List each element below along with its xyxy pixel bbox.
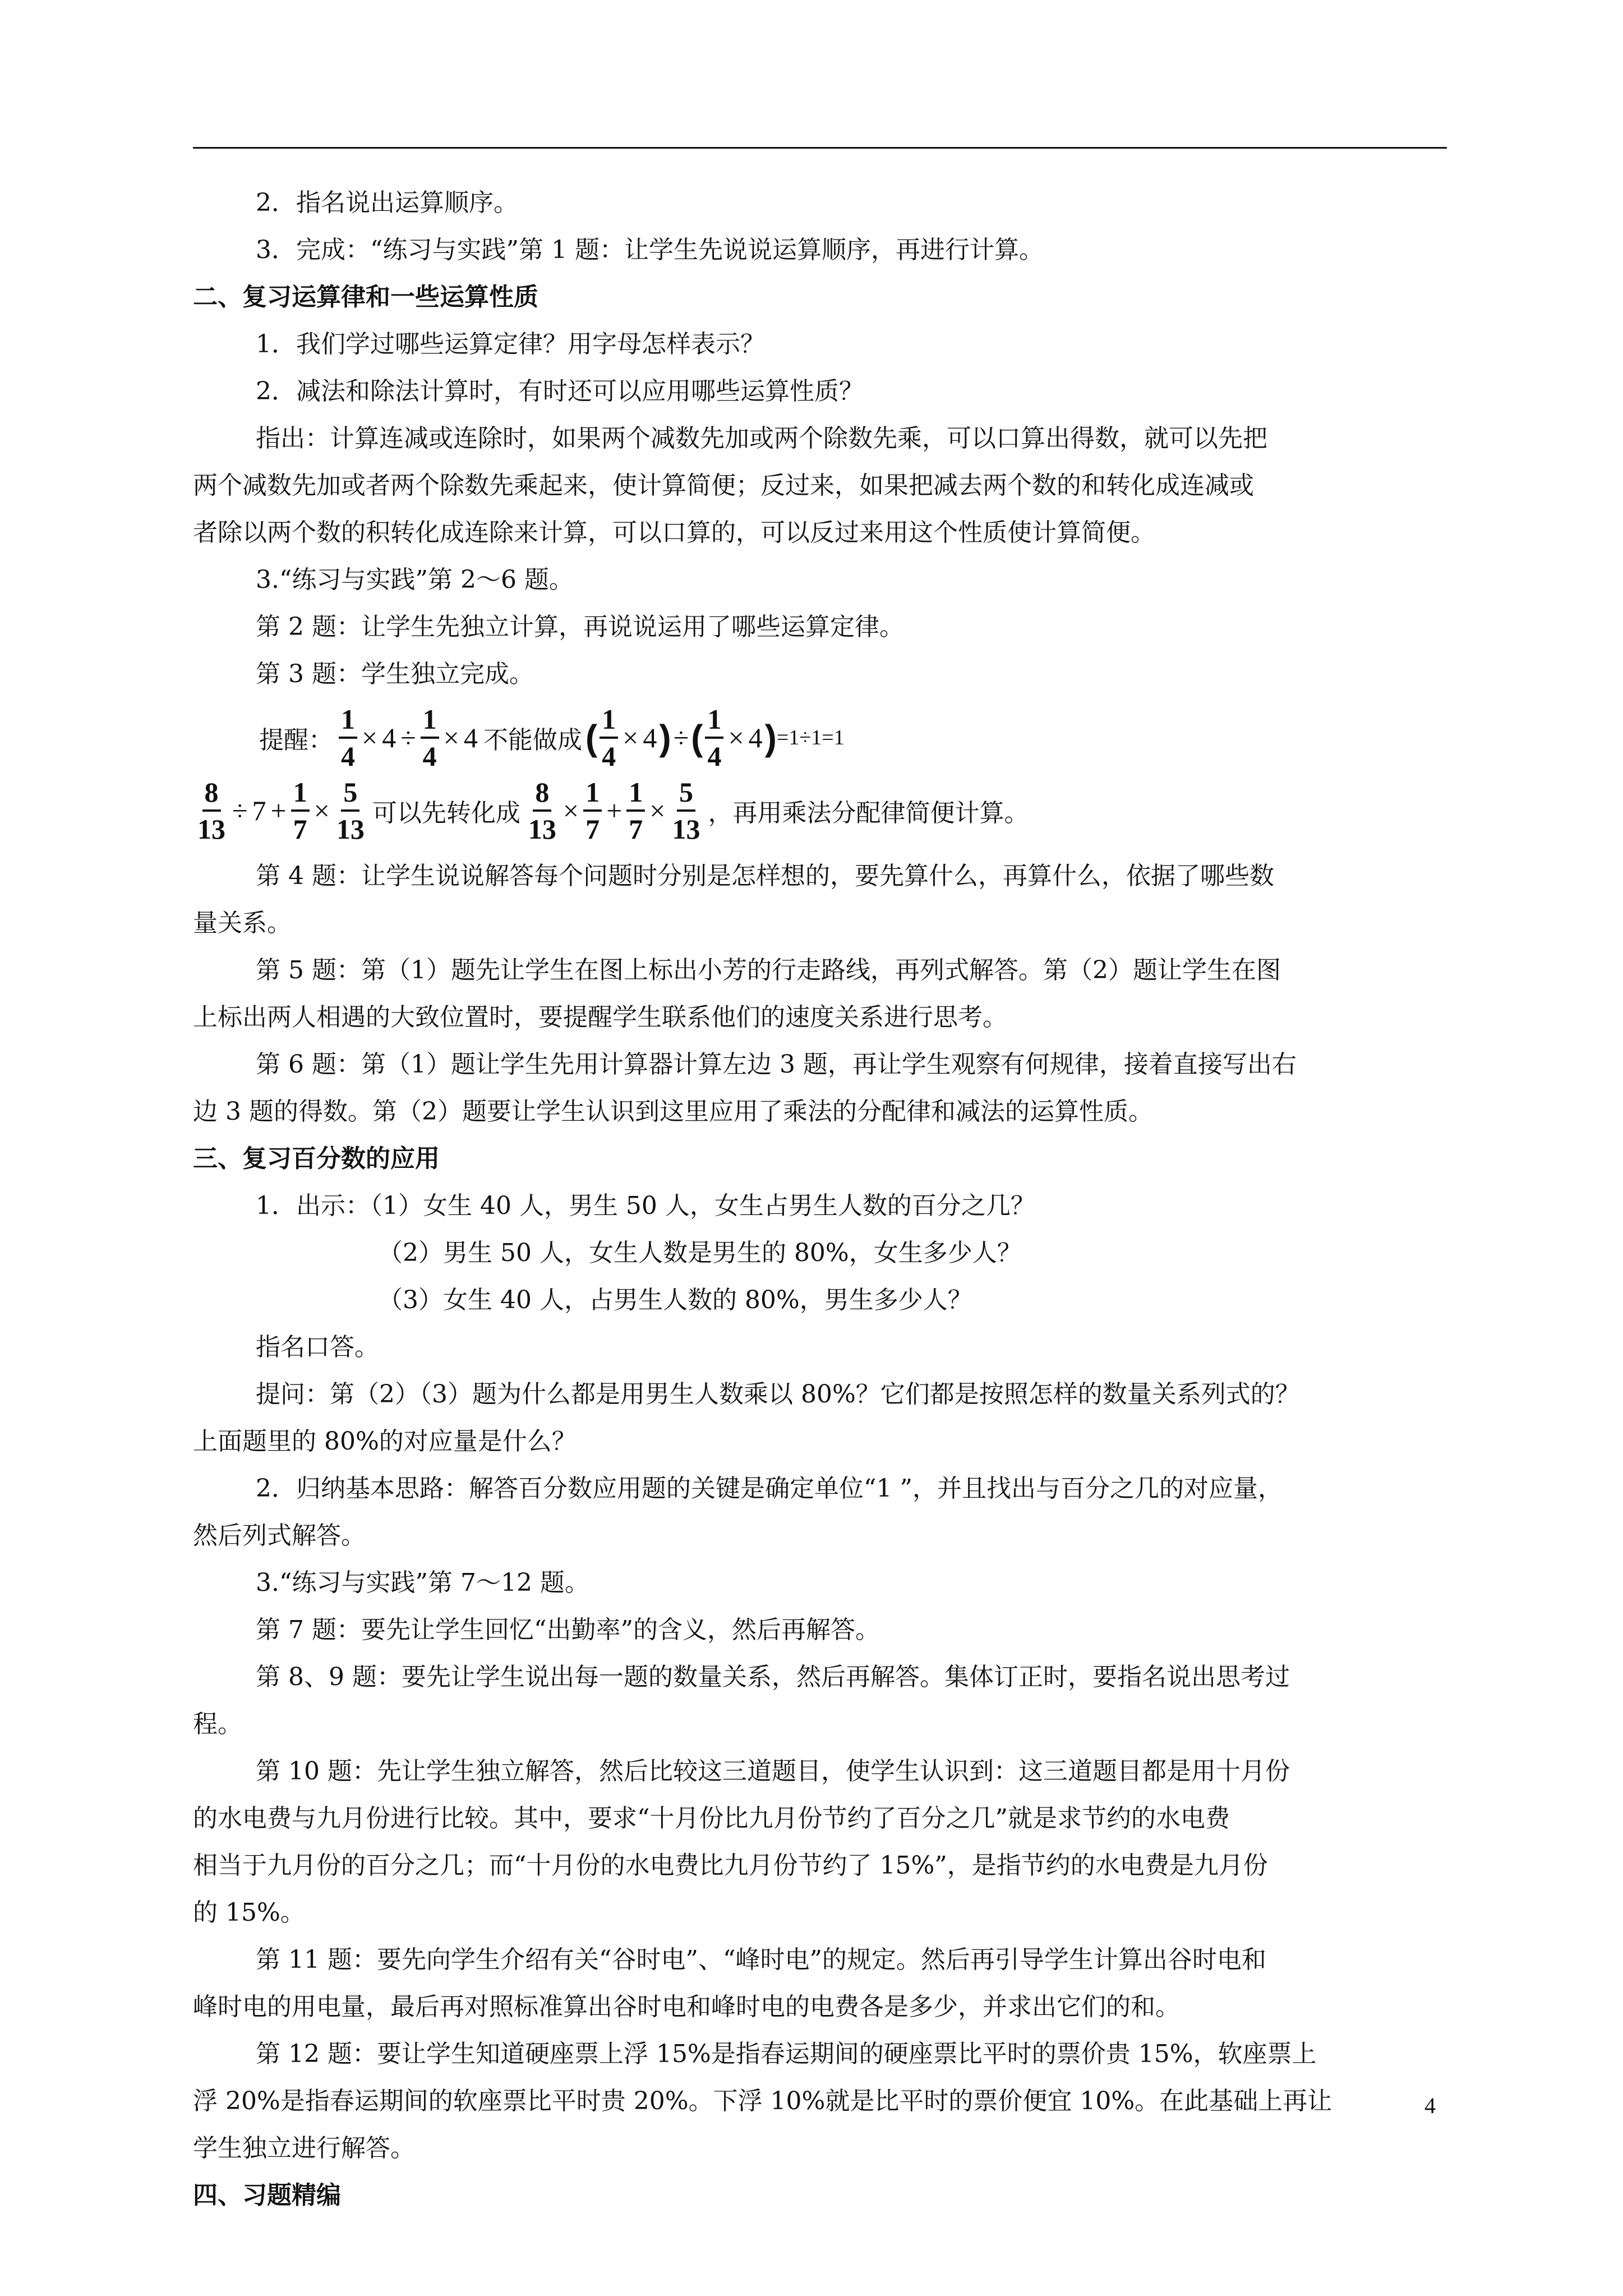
- fraction: $\frac{1}{4}$: [339, 704, 357, 771]
- paragraph: 第 10 题：先让学生独立解答，然后比较这三道题目，使学生认识到：这三道题目都是用十月份: [256, 1757, 1290, 1786]
- math-expression-convert: $\frac{8}{13}$ ÷ 7 + $\frac{1}{7}$ × $\frac{5}{13}$ 可以先转化成 $\frac{8}{13}$ × $\frac{1}{7}$ + $\frac{1}{7}$ × $\frac{5}{13}$ ，再用乘法分配律简便计算。: [193, 774, 1447, 847]
- paragraph: 第 2 题：让学生先独立计算，再说说运用了哪些运算定律。: [256, 613, 904, 641]
- page-number: 4: [1424, 2093, 1436, 2118]
- paragraph: 3．完成：“练习与实践”第 1 题：让学生先说说运算顺序，再进行计算。: [256, 236, 1044, 264]
- paragraph: 量关系。: [193, 909, 292, 937]
- paragraph: 第 3 题：学生独立完成。: [256, 660, 534, 688]
- paragraph: 1．出示：（1）女生 40 人，男生 50 人，女生占男生人数的百分之几？: [256, 1191, 1035, 1220]
- paragraph: 3.“练习与实践”第 2～6 题。: [256, 565, 574, 594]
- section-heading: 四、习题精编: [193, 2181, 341, 2210]
- fraction: $\frac{1}{7}$: [291, 777, 310, 844]
- paragraph: 的水电费与九月份进行比较。其中，要求“十月份比九月份节约了百分之几”就是求节约的水电费: [193, 1804, 1230, 1833]
- paragraph: 者除以两个数的积转化成连除来计算，可以口算的，可以反过来用这个性质使计算简便。: [193, 518, 1155, 547]
- paragraph: 浮 20%是指春运期间的软座票比平时贵 20%。下浮 10%就是比平时的票价便宜 10%。在此基础上再让: [193, 2087, 1332, 2115]
- paragraph: 上标出两人相遇的大致位置时，要提醒学生联系他们的速度关系进行思考。: [193, 1003, 1007, 1032]
- paragraph: 程。: [193, 1710, 242, 1738]
- fraction: $\frac{1}{4}$: [600, 704, 618, 771]
- document-body: [193, 180, 1447, 2219]
- paragraph: 峰时电的用电量，最后再对照标准算出谷时电和峰时电的电费各是多少，并求出它们的和。: [193, 1993, 1180, 2021]
- fraction: $\frac{1}{4}$: [421, 704, 439, 771]
- paragraph: 第 6 题：第（1）题让学生先用计算器计算左边 3 题，再让学生观察有何规律，接着直接写出右: [256, 1050, 1297, 1079]
- fraction: $\frac{8}{13}$: [528, 776, 556, 845]
- paragraph: 第 4 题：让学生说说解答每个问题时分别是怎样想的，要先算什么，再算什么，依据了哪些数: [256, 862, 1274, 890]
- fraction: $\frac{1}{7}$: [626, 777, 645, 844]
- paragraph: （3）女生 40 人，占男生人数的 80%，男生多少人？: [378, 1286, 972, 1314]
- paragraph: 2．减法和除法计算时，有时还可以应用哪些运算性质？: [256, 377, 864, 406]
- fraction: $\frac{1}{4}$: [705, 704, 723, 771]
- fraction: $\frac{1}{7}$: [583, 777, 602, 844]
- math-expression-tip: 提醒： $\frac{1}{4}$ × 4 ÷ $\frac{1}{4}$ × 4 不能做成 ( $\frac{1}{4}$ × 4 ) ÷ ( $\frac{1}{4}$ × 4 ) =1÷1=1: [259, 703, 845, 772]
- section-heading: 二、复习运算律和一些运算性质: [193, 283, 538, 311]
- paragraph: 第 11 题：要先向学生介绍有关“谷时电”、“峰时电”的规定。然后再引导学生计算出谷时电和: [256, 1945, 1266, 1974]
- paragraph: 提问：第（2）（3）题为什么都是用男生人数乘以 80%？它们都是按照怎样的数量关系列式的？: [256, 1380, 1300, 1409]
- paragraph: 相当于九月份的百分之几；而“十月份的水电费比九月份节约了 15%”，是指节约的水电费是九月份: [193, 1851, 1268, 1880]
- tip-label: 提醒：: [259, 726, 333, 754]
- fraction: $\frac{8}{13}$: [197, 776, 225, 845]
- paragraph: 第 7 题：要先让学生回忆“出勤率”的含义，然后再解答。: [256, 1616, 880, 1644]
- fraction: $\frac{5}{13}$: [672, 776, 700, 845]
- paragraph: 的 15%。: [193, 1898, 305, 1927]
- fraction: $\frac{5}{13}$: [336, 776, 365, 845]
- paragraph: 第 12 题：要让学生知道硬座票上浮 15%是指春运期间的硬座票比平时的票价贵 15%，软座票上: [256, 2040, 1317, 2068]
- paragraph: 然后列式解答。: [193, 1521, 366, 1550]
- paragraph: 第 5 题：第（1）题先让学生在图上标出小芳的行走路线，再列式解答。第（2）题让学生在图: [256, 956, 1281, 984]
- paragraph: 上面题里的 80%的对应量是什么？: [193, 1427, 577, 1456]
- header-rule: [193, 147, 1447, 149]
- paragraph: 学生独立进行解答。: [193, 2134, 415, 2162]
- paragraph: 2．归纳基本思路：解答百分数应用题的关键是确定单位“1 ”，并且找出与百分之几的对应量，: [256, 1474, 1283, 1503]
- paragraph: 2．指名说出运算顺序。: [256, 188, 518, 217]
- paragraph: 3.“练习与实践”第 7～12 题。: [256, 1568, 589, 1597]
- paragraph: 第 8、9 题：要先让学生说出每一题的数量关系，然后再解答。集体订正时，要指名说出思考过: [256, 1663, 1290, 1691]
- paragraph: 边 3 题的得数。第（2）题要让学生认识到这里应用了乘法的分配律和减法的运算性质。: [193, 1097, 1153, 1126]
- paragraph: （2）男生 50 人，女生人数是男生的 80%，女生多少人？: [378, 1239, 1022, 1267]
- paragraph: 指出：计算连减或连除时，如果两个减数先加或两个除数先乘，可以口算出得数，就可以先把: [256, 424, 1267, 453]
- paragraph: 两个减数先加或者两个除数先乘起来，使计算简便；反过来，如果把减去两个数的和转化成连减或: [193, 471, 1254, 500]
- paragraph: 指名口答。: [256, 1333, 379, 1361]
- paragraph: 1．我们学过哪些运算定律？用字母怎样表示？: [256, 330, 765, 358]
- section-heading: 三、复习百分数的应用: [193, 1144, 440, 1173]
